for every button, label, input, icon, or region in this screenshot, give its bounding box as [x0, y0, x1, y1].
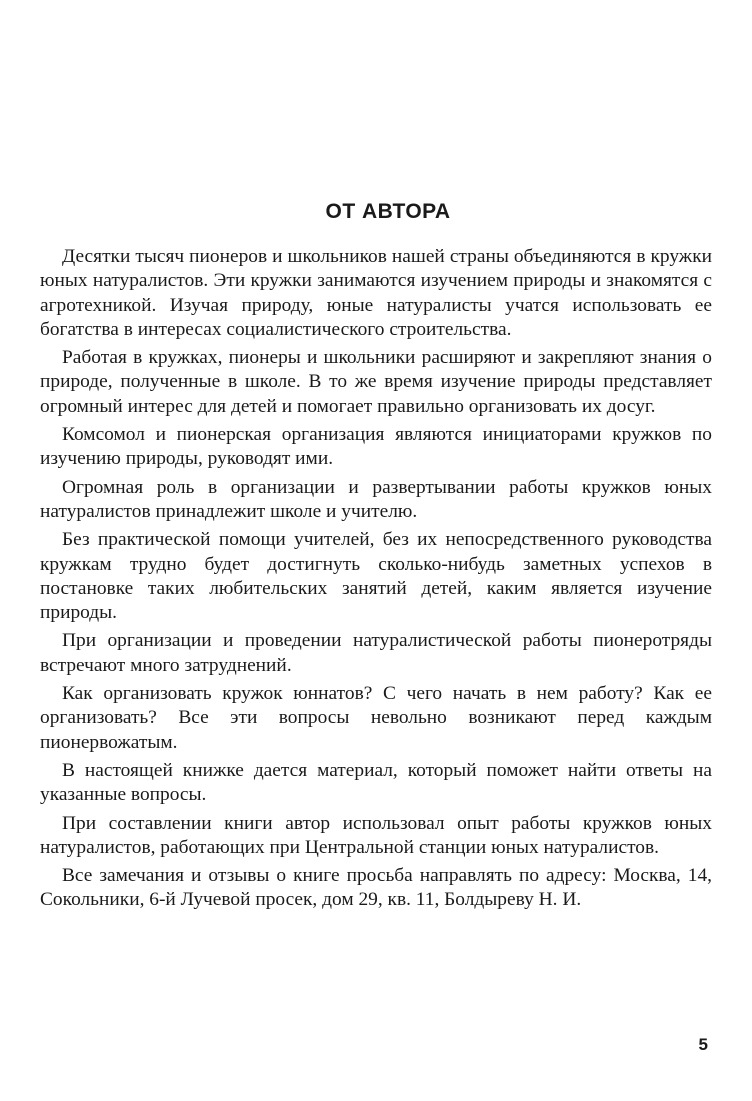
paragraph-8: В настоящей книжке дается материал, который поможет найти ответы на указанные вопросы.	[40, 759, 712, 806]
paragraph-3: Комсомол и пионерская организация являются инициаторами кружков по изучению природы, руководят ими.	[40, 424, 712, 470]
paragraph-6: При организации и проведении натуралистической работы пионеротряды встречают много затруднений.	[40, 630, 712, 676]
paragraph-4: Огромная роль в организации и развертывании работы кружков юных натуралистов принадлежит школе и учителю.	[40, 476, 712, 522]
paragraph-9: При составлении книги автор использовал опыт работы кружков юных натуралистов, работающих при Центральной станции юных натуралистов.	[40, 812, 712, 858]
page-title: ОТ АВТОРА	[325, 200, 451, 223]
paragraph-7: Как организовать кружок юннатов? С чего начать в нем работу? Как ее организовать? Все эти вопросы невольно возникают перед каждым пионервожатым.	[40, 683, 712, 753]
paragraph-10: Все замечания и отзывы о книге просьба направлять по адресу: Москва, 14, Сокольники, 6-й Лучевой просек, дом 29, кв. 11, Болдыреву Н. И.	[40, 865, 712, 911]
paragraph-1: Десятки тысяч пионеров и школьников нашей страны объединяются в кружки юных натуралистов. Эти кружки занимаются изучением природы и знакомятся с агротехникой. Изучая природу, юные натуралисты учатся использовать ее богатства в интересах социалистического строительства.	[40, 246, 712, 340]
foreword-text	[40, 245, 712, 917]
paragraph-2: Работая в кружках, пионеры и школьники расширяют и закрепляют знания о природе, полученные в школе. В то же время изучение природы представляет огромный интерес для детей и помогает правильно организовать их досуг.	[40, 347, 712, 417]
page-number: 5	[698, 1035, 708, 1054]
paragraph-5: Без практической помощи учителей, без их непосредственного руководства кружкам трудно будет достигнуть сколько-нибудь заметных успехов в постановке таких любительских занятий детей, каким является изучение природы.	[40, 529, 712, 624]
